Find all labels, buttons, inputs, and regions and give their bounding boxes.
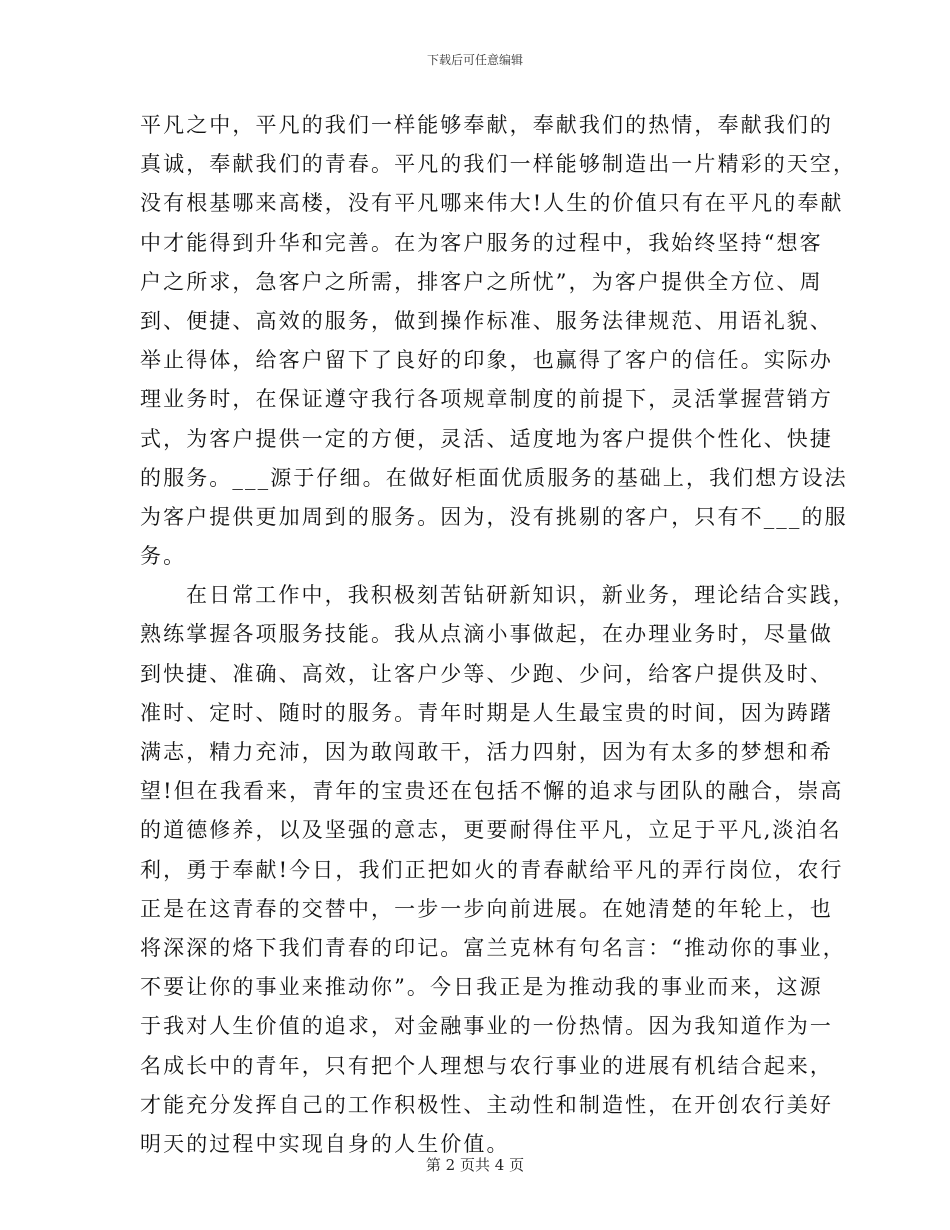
paragraph-2-line-9: 正是在这青春的交替中，一步一步向前进展。在她清楚的年轮上，也 xyxy=(140,896,833,921)
document-body xyxy=(140,106,857,1164)
paragraph-2-line-1-text: 在日常工作中，我积极刻苦钻研新知识，新业务，理论结合实践， xyxy=(186,583,856,608)
paragraph-1-line-6: 到、便捷、高效的服务，做到操作标准、服务法律规范、用语礼貌、 xyxy=(140,308,833,333)
page-number-footer: 第 2 页共 4 页 xyxy=(425,1156,525,1174)
paragraph-1-line-3: 没有根基哪来高楼，没有平凡哪来伟大!人生的价值只有在平凡的奉献 xyxy=(140,191,844,216)
paragraph-2-line-1 xyxy=(140,576,856,615)
paragraph-2-line-2: 熟练掌握各项服务技能。我从点滴小事做起，在办理业务时，尽量做 xyxy=(140,622,833,647)
paragraph-1-line-11: 为客户提供更加周到的服务。因为，没有挑剔的客户，只有不___的服 xyxy=(140,504,848,529)
paragraph-1-line-1: 平凡之中，平凡的我们一样能够奉献，奉献我们的热情，奉献我们的 xyxy=(140,113,833,137)
paragraph-2-line-5: 满志，精力充沛，因为敢闯敢干，活力四射，因为有太多的梦想和希 xyxy=(140,740,833,764)
paragraph-2-line-6: 望!但在我看来，青年的宝贵还在包括不懈的追求与团队的融合，崇高 xyxy=(140,779,844,804)
paragraph-2-line-10: 将深深的烙下我们青春的印记。富兰克林有句名言：“推动你的事业， xyxy=(140,935,846,960)
paragraph-1-line-8: 理业务时，在保证遵守我行各项规章制度的前提下，灵活掌握营销方 xyxy=(140,387,833,412)
paragraph-1-line-4: 中才能得到升华和完善。在为客户服务的过程中，我始终坚持“想客 xyxy=(140,230,823,255)
paragraph-2-line-7: 的道德修养，以及坚强的意志，更要耐得住平凡，立足于平凡,淡泊名 xyxy=(140,818,842,843)
paragraph-1-line-9: 式，为客户提供一定的方便，灵活、适度地为客户提供个性化、快捷 xyxy=(140,426,833,451)
paragraph-1-line-2: 真诚，奉献我们的青春。平凡的我们一样能够制造出一片精彩的天空， xyxy=(140,152,857,177)
paragraph-1 xyxy=(140,106,857,576)
paragraph-1-line-5: 户之所求，急客户之所需，排客户之所忧”，为客户提供全方位、周 xyxy=(140,269,823,294)
page-header: 下载后可任意编辑 xyxy=(426,53,523,67)
paragraph-2-line-14: 才能充分发挥自己的工作积极性、主动性和制造性，在开创农行美好 xyxy=(140,1092,833,1117)
paragraph-1-line-10: 的服务。___源于仔细。在做好柜面优质服务的基础上，我们想方设法 xyxy=(140,465,848,490)
paragraph-1-line-12: 务。 xyxy=(140,544,187,569)
paragraph-2-line-3: 到快捷、准确、高效，让客户少等、少跑、少问，给客户提供及时、 xyxy=(140,661,833,686)
paragraph-2-line-12: 于我对人生价值的追求，对金融事业的一份热情。因为我知道作为一 xyxy=(140,1014,833,1039)
paragraph-2-line-8: 利，勇于奉献!今日，我们正把如火的青春献给平凡的弄行岗位，农行 xyxy=(140,857,844,882)
paragraph-2 xyxy=(140,576,856,1164)
paragraph-2-line-15: 明天的过程中实现自身的人生价值。 xyxy=(140,1131,510,1156)
paragraph-2-line-4: 准时、定时、随时的服务。青年时期是人生最宝贵的时间，因为踌躇 xyxy=(140,700,833,725)
paragraph-2-line-11: 不要让你的事业来推动你”。今日我正是为推动我的事业而来，这源 xyxy=(140,975,823,1000)
paragraph-2-line-13: 名成长中的青年，只有把个人理想与农行事业的进展有机结合起来， xyxy=(140,1053,833,1078)
paragraph-1-line-7: 举止得体，给客户留下了良好的印象，也赢得了客户的信任。实际办 xyxy=(140,348,833,373)
